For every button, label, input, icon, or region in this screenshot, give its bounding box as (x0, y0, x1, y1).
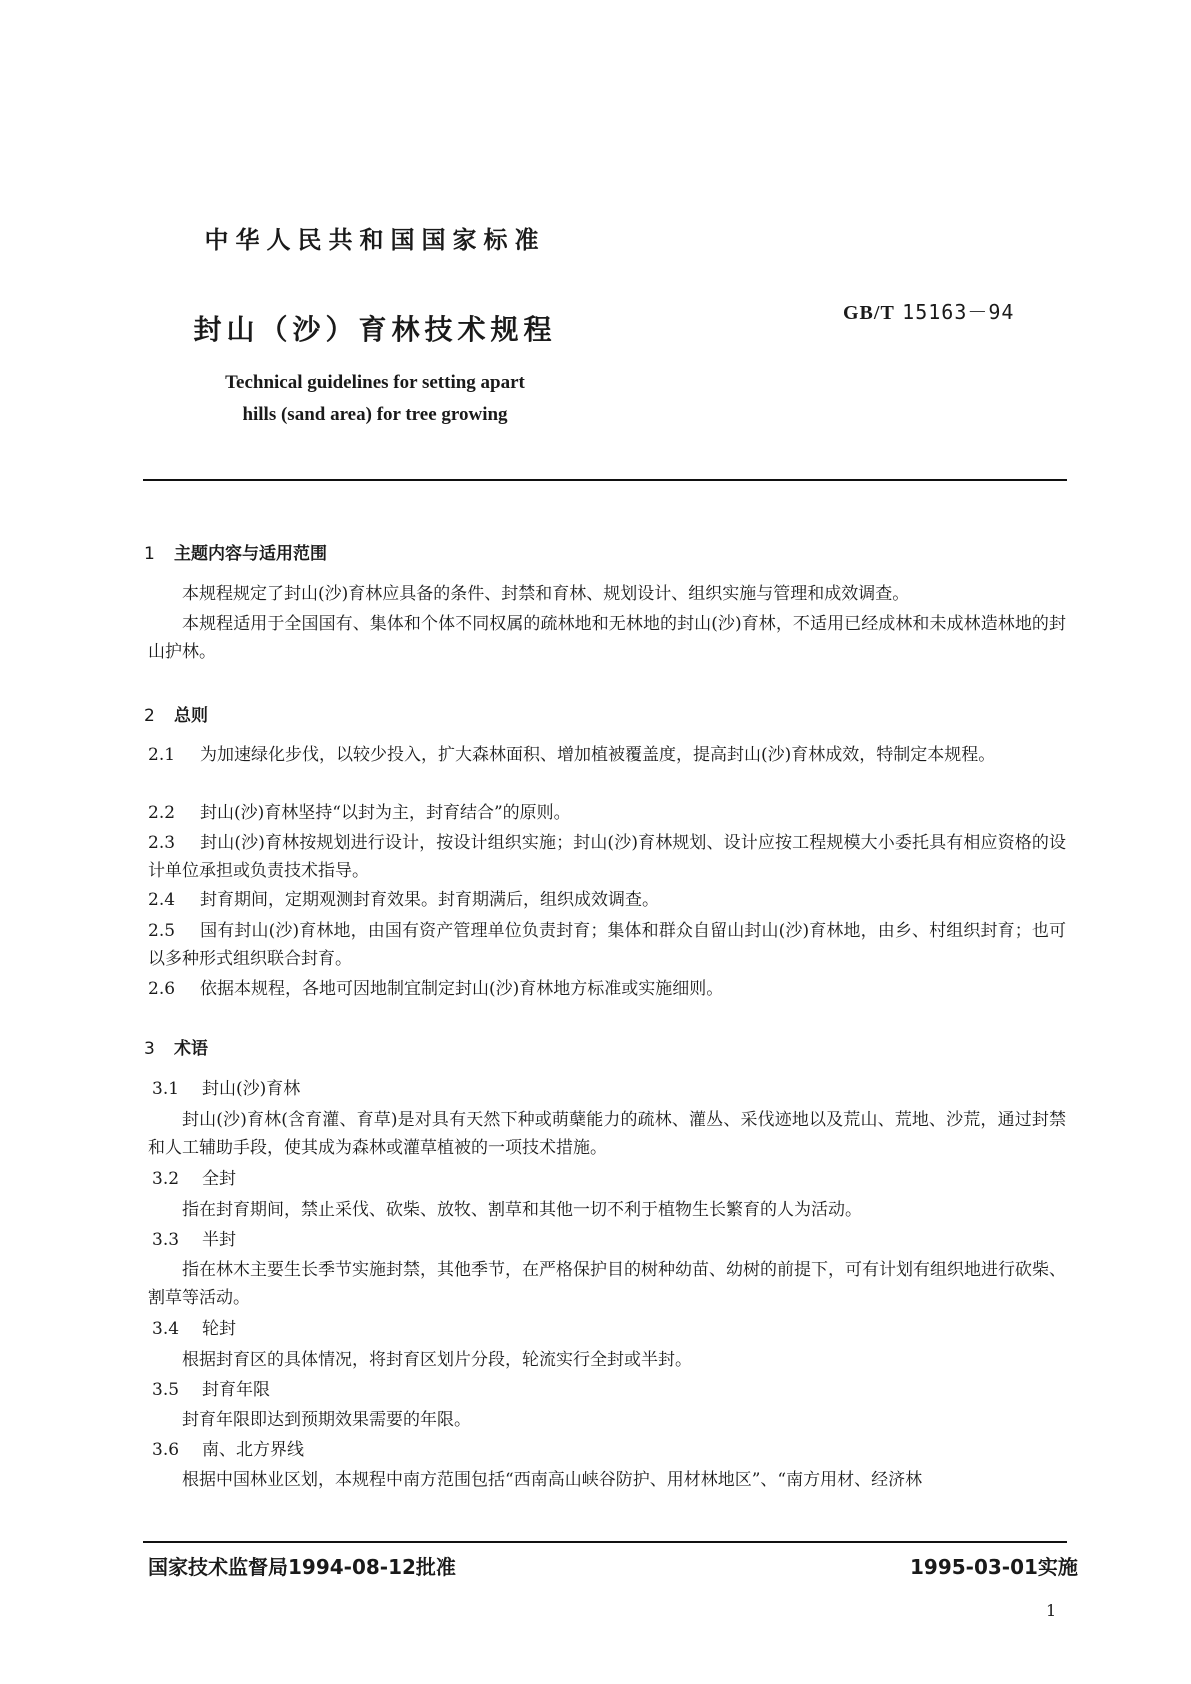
clause-text: 为加速绿化步伐，以较少投入，扩大森林面积、增加植被覆盖度，提高封山(沙)育林成效，特制定本规程。 (200, 745, 996, 765)
term-heading (152, 1226, 236, 1254)
term-heading (152, 1315, 236, 1343)
section-number: 3 (144, 1039, 155, 1059)
term-definition: 指在封育期间，禁止采伐、砍柴、放牧、割草和其他一切不利于植物生长繁育的人为活动。 (182, 1200, 862, 1220)
term-heading (152, 1075, 300, 1103)
term-name: 半封 (202, 1230, 236, 1250)
standard-code-number: 15163－94 (902, 300, 1015, 324)
clause (148, 975, 1066, 1003)
clause-number: 3.4 (152, 1319, 180, 1339)
page-number: 1 (1046, 1601, 1057, 1620)
term-name: 封山(沙)育林 (202, 1079, 301, 1099)
section-1-paragraph-2: 本规程适用于全国国有、集体和个体不同权属的疏林地和无林地的封山(沙)育林，不适用已经成林和未成林造林地的封山护林。 (148, 614, 1066, 662)
implementation-date: 1995-03-01实施 (910, 1555, 1078, 1579)
clause-number: 2.5 (148, 921, 176, 941)
clause-text: 封育期间，定期观测封育效果。封育期满后，组织成效调查。 (200, 890, 659, 910)
header-divider (143, 479, 1067, 481)
term-definition: 指在林木主要生长季节实施封禁，其他季节，在严格保护目的树种幼苗、幼树的前提下，可有计划有组织地进行砍柴、割草等活动。 (148, 1260, 1066, 1308)
term-name: 南、北方界线 (202, 1440, 304, 1460)
clause-number: 2.2 (148, 803, 176, 823)
term-heading (152, 1165, 236, 1193)
section-2-heading (144, 701, 208, 726)
clause-text: 封山(沙)育林坚持“以封为主，封育结合”的原则。 (200, 803, 571, 823)
term-heading (152, 1436, 304, 1464)
footer-divider (143, 1541, 1067, 1543)
clause (148, 799, 1066, 827)
english-title-line-1: Technical guidelines for setting apart (225, 372, 525, 393)
clause-number: 3.5 (152, 1380, 180, 1400)
clause (148, 886, 1066, 914)
clause-text: 封山(沙)育林按规划进行设计，按设计组织实施；封山(沙)育林规划、设计应按工程规模大小委托具有相应资格的设计单位承担或负责技术指导。 (148, 833, 1066, 881)
section-number: 2 (144, 706, 155, 726)
term-definition: 根据中国林业区划，本规程中南方范围包括“西南高山峡谷防护、用材林地区”、“南方用材、经济林 (182, 1470, 923, 1490)
term-name: 封育年限 (202, 1380, 270, 1400)
term-definition: 根据封育区的具体情况，将封育区划片分段，轮流实行全封或半封。 (182, 1350, 692, 1370)
document-title: 封山（沙）育林技术规程 (193, 313, 557, 346)
clause-number: 2.1 (148, 745, 176, 765)
term-definition: 封育年限即达到预期效果需要的年限。 (182, 1410, 471, 1430)
section-1-heading (144, 539, 327, 564)
clause-number: 2.4 (148, 890, 176, 910)
term-heading (152, 1376, 270, 1404)
clause-number: 3.1 (152, 1079, 180, 1099)
approval-date: 国家技术监督局1994-08-12批准 (148, 1555, 456, 1579)
clause (148, 829, 1066, 885)
clause-number: 3.2 (152, 1169, 180, 1189)
standard-code-prefix: GB/T (843, 302, 895, 324)
term-definition: 封山(沙)育林(含育灌、育草)是对具有天然下种或萌蘖能力的疏林、灌丛、采伐迹地以及荒山、荒地、沙荒，通过封禁和人工辅助手段，使其成为森林或灌草植被的一项技术措施。 (148, 1110, 1066, 1158)
clause-number: 2.3 (148, 833, 176, 853)
section-3-heading (144, 1034, 208, 1059)
standard-name: 中华人民共和国国家标准 (204, 226, 546, 254)
section-title: 主题内容与适用范围 (174, 544, 327, 564)
section-title: 术语 (174, 1039, 208, 1059)
clause-text: 国有封山(沙)育林地，由国有资产管理单位负责封育；集体和群众自留山封山(沙)育林地，由乡、村组织封育；也可以多种形式组织联合封育。 (148, 921, 1066, 969)
term-name: 全封 (202, 1169, 236, 1189)
english-title-line-2: hills (sand area) for tree growing (242, 404, 508, 425)
clause-number: 3.3 (152, 1230, 180, 1250)
section-number: 1 (144, 544, 155, 564)
clause-number: 2.6 (148, 979, 176, 999)
clause (148, 741, 1066, 769)
standard-code (843, 296, 1014, 325)
clause-number: 3.6 (152, 1440, 180, 1460)
section-1-paragraph-1: 本规程规定了封山(沙)育林应具备的条件、封禁和育林、规划设计、组织实施与管理和成效调查。 (182, 584, 910, 604)
clause-text: 依据本规程，各地可因地制宜制定封山(沙)育林地方标准或实施细则。 (200, 979, 724, 999)
term-name: 轮封 (202, 1319, 236, 1339)
section-title: 总则 (174, 706, 208, 726)
clause (148, 917, 1066, 973)
